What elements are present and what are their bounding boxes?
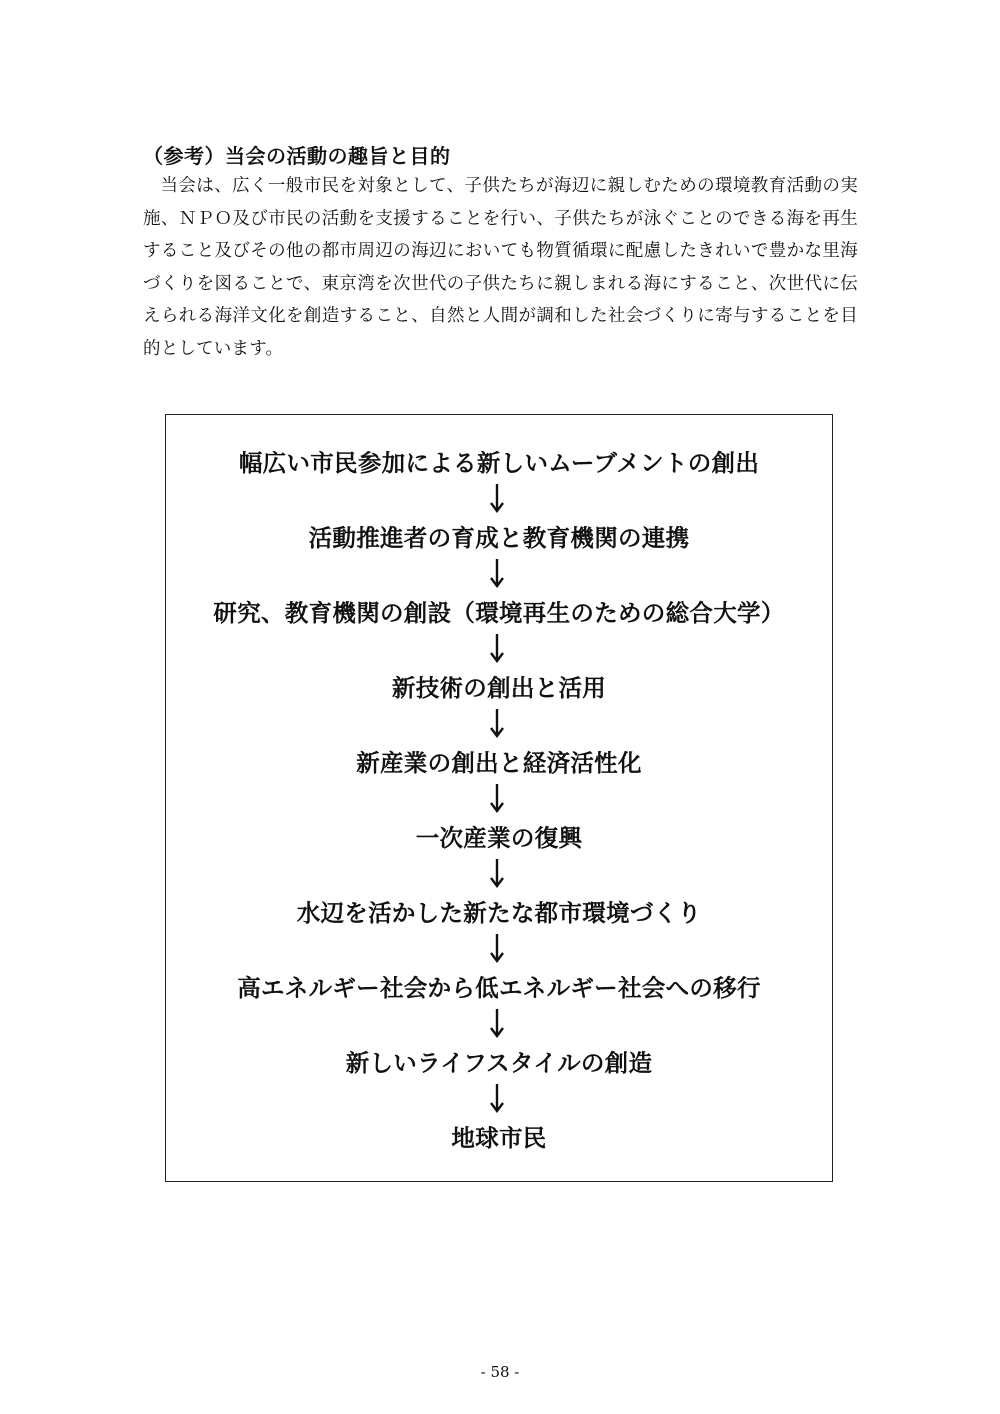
flow-step — [166, 595, 832, 670]
flow-step-label: 新技術の創出と活用 — [391, 674, 607, 702]
flow-step-label: 研究、教育機関の創設（環境再生のための総合大学） — [213, 599, 785, 627]
flow-step-label: 新産業の創出と経済活性化 — [356, 749, 642, 777]
flow-step — [166, 1045, 832, 1120]
intro-paragraph: 当会は、広く一般市民を対象として、子供たちが海辺に親しむための環境教育活動の実施、ＮＰＯ及び市民の活動を支援することを行い、子供たちが泳ぐことのできる海を再生すること及びその他の都市周辺の海辺においても物質循環に配慮したきれいで豊かな里海づくりを図ることで、東京湾を次世代の子供たちに親しまれる海にすること、次世代に伝えられる海洋文化を創造すること、自然と人間が調和した社会づくりに寄与することを目的としています。 — [143, 176, 858, 359]
flow-step — [166, 1120, 832, 1195]
down-arrow-icon — [487, 708, 507, 738]
down-arrow-icon — [487, 483, 507, 513]
flow-step-list — [166, 445, 832, 1195]
down-arrow-icon — [487, 633, 507, 663]
flow-diagram — [165, 414, 833, 1182]
down-arrow-icon — [487, 1008, 507, 1038]
flow-step — [166, 445, 832, 520]
flow-step — [166, 520, 832, 595]
page-number: - 58 - — [480, 1363, 520, 1381]
down-arrow-icon — [487, 933, 507, 963]
section-heading: （参考）当会の活動の趣旨と目的 — [143, 144, 451, 168]
flow-step — [166, 745, 832, 820]
flow-step — [166, 895, 832, 970]
down-arrow-icon — [487, 558, 507, 588]
flow-step-label: 新しいライフスタイルの創造 — [345, 1049, 653, 1077]
down-arrow-icon — [487, 783, 507, 813]
flow-step-label: 幅広い市民参加による新しいムーブメントの創出 — [238, 449, 760, 477]
flow-step-label: 地球市民 — [451, 1124, 547, 1152]
flow-step — [166, 670, 832, 745]
flow-step-label: 一次産業の復興 — [415, 824, 583, 852]
down-arrow-icon — [487, 1083, 507, 1113]
flow-step — [166, 820, 832, 895]
flow-step — [166, 970, 832, 1045]
flow-step-label: 高エネルギー社会から低エネルギー社会への移行 — [237, 974, 761, 1002]
flow-step-label: 水辺を活かした新たな都市環境づくり — [296, 899, 702, 927]
down-arrow-icon — [487, 858, 507, 888]
flow-step-label: 活動推進者の育成と教育機関の連携 — [308, 524, 690, 552]
